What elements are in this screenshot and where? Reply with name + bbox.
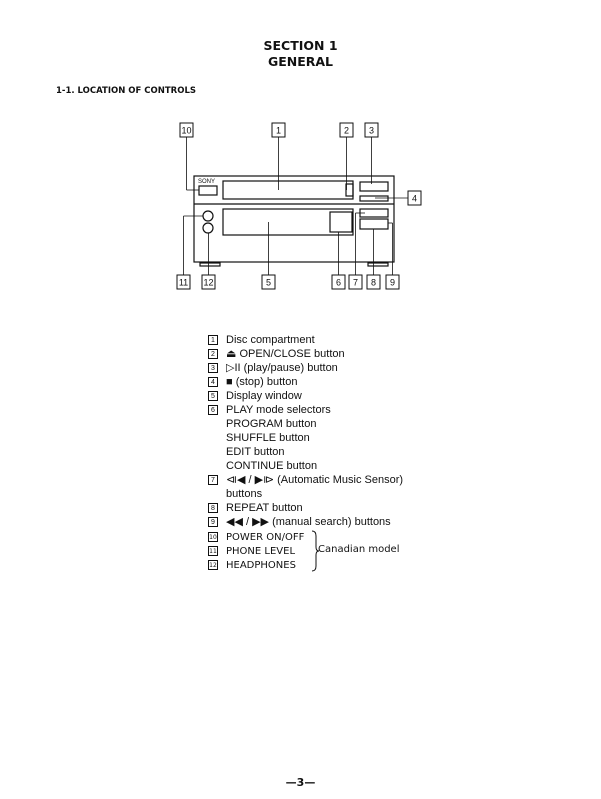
play-mode-item: SHUFFLE button — [226, 432, 310, 444]
subheading: 1-1. LOCATION OF CONTROLS — [56, 86, 196, 96]
legend-item: 6 PLAY mode selectors — [208, 403, 403, 417]
callout-4: 4 — [411, 193, 418, 204]
canadian-model-group — [208, 530, 400, 572]
callout-9: 9 — [389, 277, 396, 288]
play-mode-item: EDIT button — [226, 446, 285, 458]
callout-5: 5 — [265, 277, 272, 288]
legend-item: 10 POWER ON/OFF — [209, 531, 305, 543]
play-mode-item: CONTINUE button — [226, 460, 318, 472]
front-panel-diagram — [160, 118, 440, 293]
callout-3: 3 — [368, 125, 375, 136]
legend-item: 1 Disc compartment — [208, 333, 403, 347]
section-heading — [0, 38, 601, 70]
legend-item: 11 PHONE LEVEL — [209, 545, 296, 557]
section-number: SECTION 1 — [263, 38, 338, 53]
callout-10: 10 — [181, 125, 192, 136]
callout-7: 7 — [352, 277, 359, 288]
play-mode-item: PROGRAM button — [226, 418, 317, 430]
legend-item: 7 ⧏◀ / ▶⧐ (Automatic Music Sensor) — [208, 473, 403, 487]
callout-6: 6 — [335, 277, 342, 288]
brand-logo: SONY — [198, 179, 216, 185]
section-title: GENERAL — [267, 54, 334, 69]
legend-item: 12 HEADPHONES — [209, 559, 296, 571]
controls-legend — [208, 333, 403, 529]
callout-2: 2 — [343, 125, 350, 136]
page-number: —3— — [285, 776, 316, 789]
canadian-model-note: Canadian model — [318, 544, 400, 555]
legend-item: 3 ▷II (play/pause) button — [208, 361, 403, 375]
callout-1: 1 — [275, 125, 282, 136]
legend-item: 2 ⏏ OPEN/CLOSE button — [208, 347, 403, 361]
legend-item: 9 ◀◀ / ▶▶ (manual search) buttons — [208, 515, 403, 529]
callout-11: 11 — [178, 277, 189, 288]
legend-item: 8 REPEAT button — [208, 501, 403, 515]
legend-item-continued: buttons — [226, 488, 263, 500]
legend-item: 4 ■ (stop) button — [208, 375, 403, 389]
callout-8: 8 — [370, 277, 377, 288]
legend-item: 5 Display window — [208, 389, 403, 403]
callout-12: 12 — [203, 277, 214, 288]
cd-player-front — [194, 176, 394, 266]
